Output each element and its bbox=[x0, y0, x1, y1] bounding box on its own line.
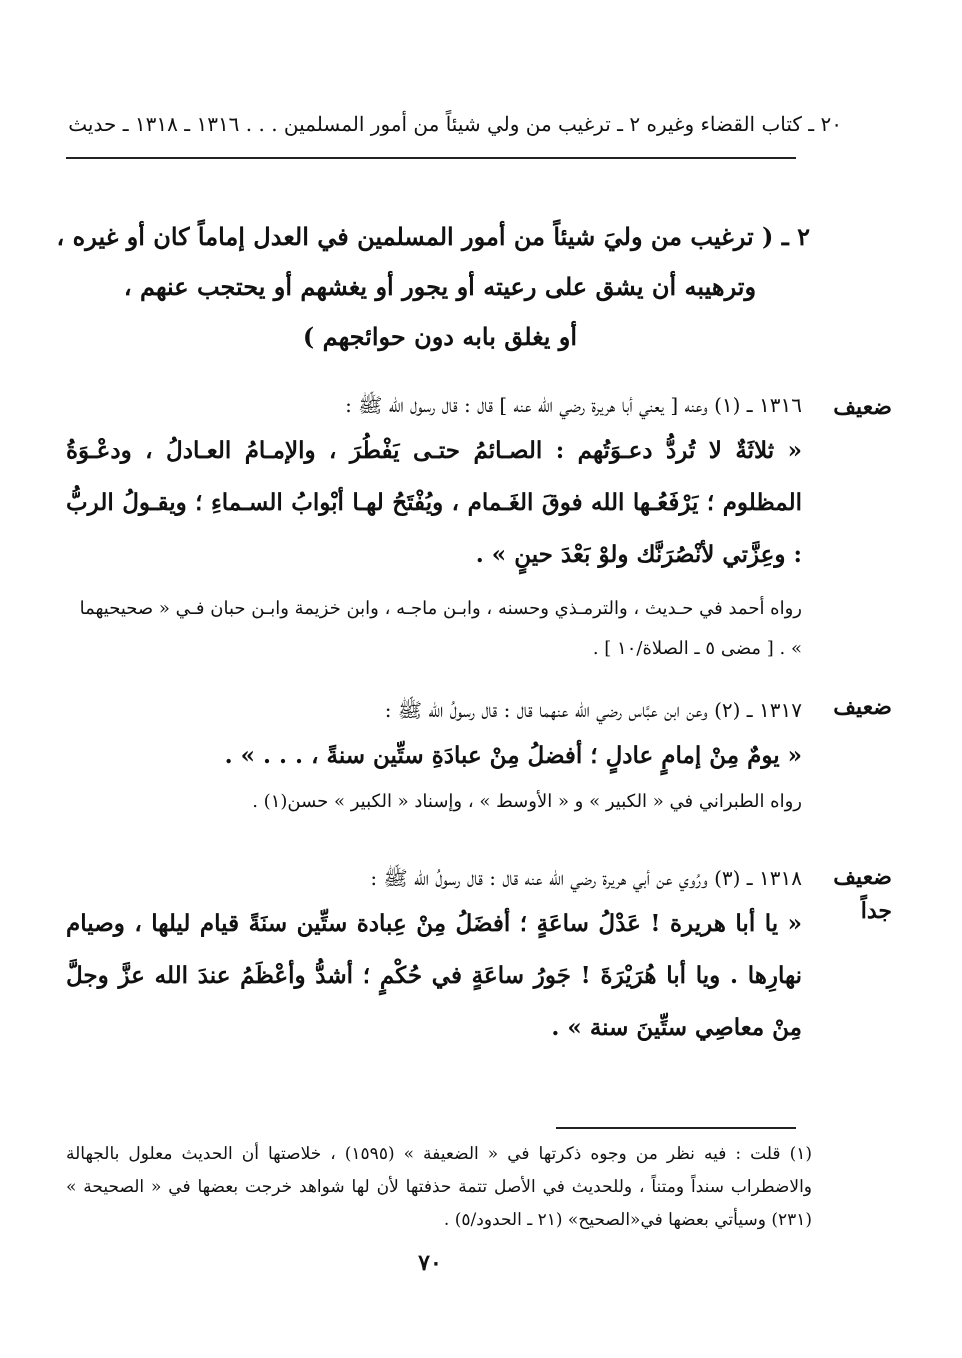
hadith-1317-grade: ضعيف bbox=[833, 694, 892, 720]
page-number: ٧٠ bbox=[418, 1250, 442, 1276]
hadith-1317-heading: ١٣١٧ ـ (٢) وعن ابن عبَّاس رضي الله عنهما قال : قال رسولُ الله ﷺ : bbox=[384, 698, 802, 722]
header-divider bbox=[66, 157, 796, 159]
chapter-title-line-2: وترهيبه أن يشق على رعيته أو يجور أو يغشهم أو يحتجب عنهم ، bbox=[123, 272, 757, 301]
hadith-1318 bbox=[66, 858, 802, 1054]
hadith-1316-heading: ١٣١٦ ـ (١) وعنه [ يعني أبا هريرة رضي الله عنه ] قال : قال رسول الله ﷺ : bbox=[345, 393, 802, 417]
hadith-1317-source: رواه الطبراني في « الكبير » و « الأوسط » ، وإسناد « الكبير » حسن(١) . bbox=[252, 791, 802, 812]
hadith-1316-source: رواه أحمد في حـديث ، والترمـذي وحسنه ، وابـن ماجـه ، وابن خزيمة وابـن حبان فـي « صحيحيهما » . [ مضى ٥ ـ الصلاة/١٠ ] . bbox=[79, 598, 802, 659]
hadith-1316 bbox=[66, 385, 802, 669]
chapter-title-line-3: أو يغلق بابه دون حوائجهم ) bbox=[302, 322, 578, 351]
hadith-1317 bbox=[66, 690, 802, 822]
footnote: (١) قلت : فيه نظر من وجوه ذكرتها في « الضعيفة » (١٥٩٥) ، خلاصتها أن الحديث معلول بالجهالة والاضطراب سنداً ومتناً ، وللحديث في الأصل تتمة حذفتها لأن لها شواهد خرجت بعضها في « الصحيحة » (٢٣١) وسيأتي بعضها في«الصحيح» (٢١ ـ الحدود/٥) . bbox=[66, 1144, 812, 1230]
chapter-title bbox=[56, 212, 810, 362]
hadith-1318-text: « يا أبا هريرة ! عَدْلُ ساعَةٍ ؛ أفضَلُ مِنْ عِبادة ستِّين سنَةً قيام ليلها ، وصيام نهارِها . ويا أبا هُرَيْرَةَ ! جَورُ ساعَةٍ في حُكْمٍ ؛ أشدُّ وأعْظَمُ عندَ الله عزَّ وجلَّ مِنْ معاصِي ستِّينَ سنة » . bbox=[66, 910, 802, 1041]
hadith-1316-grade: ضعيف bbox=[833, 394, 892, 420]
hadith-1316-text: « ثلاثَةٌ لا تُردُّ دعـوَتُهم : الصـائمُ حتـى يَفْطُرَ ، والإمـامُ العـادلُ ، ودعْـوَةُ المظلوم ؛ يَرْفَعُـها الله فوقَ الغَـمام ، ويُفْتَحُ لهـا أبْوابُ السـماءِ ؛ ويقـولُ الربُّ : وعِزَّتي لأنْصُرَنَّك ولوْ بَعْدَ حينٍ » . bbox=[66, 437, 802, 568]
hadith-1317-text: « يومٌ مِنْ إمامٍ عادلٍ ؛ أفضلُ مِنْ عبادَةِ ستِّين سنةً ، . . . » . bbox=[224, 742, 802, 769]
chapter-title-line-1: ٢ ـ ( ترغيب من وليَ شيئاً من أمور المسلمين في العدل إماماً كان أو غيره ، bbox=[56, 222, 810, 251]
hadith-1318-grade: ضعيف جداً bbox=[833, 864, 892, 924]
running-header: ٢٠ ـ كتاب القضاء وغيره ٢ ـ ترغيب من ولي شيئاً من أمور المسلمين . . . ١٣١٦ ـ ١٣١٨ ـ حديث bbox=[68, 112, 842, 136]
hadith-1318-heading: ١٣١٨ ـ (٣) ورُوي عن أبي هريرة رضي الله عنه قال : قال رسولُ الله ﷺ : bbox=[370, 866, 802, 890]
footnote-divider bbox=[556, 1127, 796, 1129]
